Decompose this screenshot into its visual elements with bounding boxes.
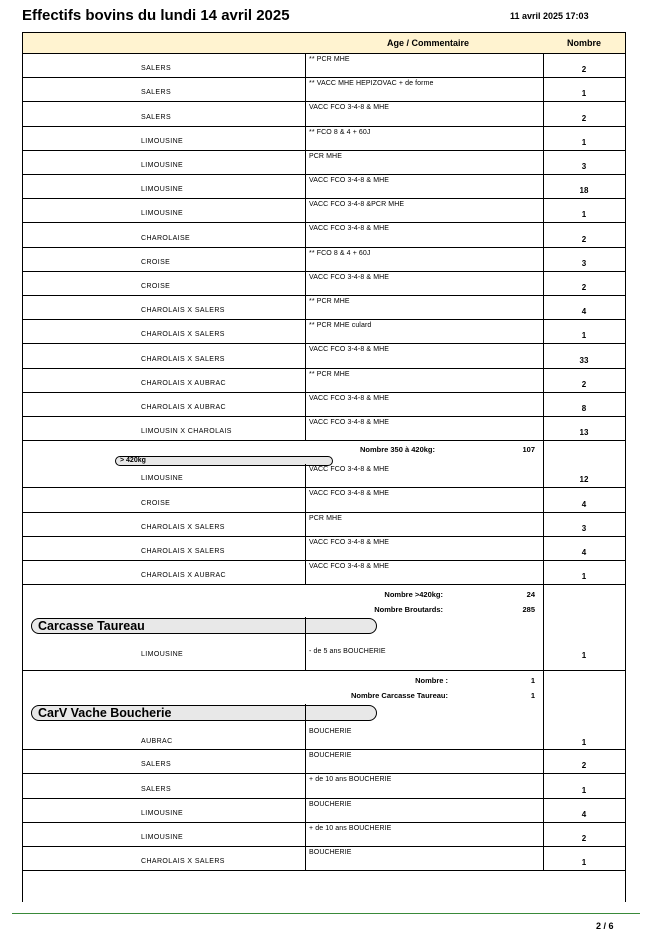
breed-cell: CHAROLAIS X SALERS [141, 858, 225, 866]
table-row [23, 561, 625, 585]
count-cell: 12 [579, 475, 589, 485]
table-row [23, 102, 625, 126]
breed-cell: CROISE [141, 258, 171, 266]
count-cell: 3 [581, 161, 587, 171]
comment-cell: PCR MHE [309, 514, 342, 522]
breed-cell: AUBRAC [141, 738, 173, 746]
column-divider [305, 617, 306, 671]
count-cell: 1 [581, 331, 587, 341]
count-cell: 1 [581, 210, 587, 220]
column-divider [543, 441, 544, 464]
table-row [23, 704, 625, 750]
breed-cell: LIMOUSINE [141, 186, 184, 194]
summary-value: 24 [526, 590, 535, 600]
count-cell: 3 [581, 523, 587, 533]
count-cell: 1 [581, 572, 587, 582]
page-number: 2 / 6 [596, 921, 614, 931]
breed-cell: LIMOUSIN X CHAROLAIS [141, 428, 232, 436]
summary-label: Nombre Broutards: [374, 605, 443, 615]
breed-cell: CHAROLAISE [141, 234, 191, 242]
table-row [23, 393, 625, 417]
page-title: Effectifs bovins du lundi 14 avril 2025 [22, 7, 290, 24]
count-cell: 8 [581, 403, 587, 413]
table-row [23, 513, 625, 537]
column-divider [543, 54, 544, 441]
summary-value: 1 [530, 676, 535, 686]
breed-cell: SALERS [141, 113, 172, 121]
summary-label: Nombre Carcasse Taureau: [351, 691, 448, 701]
summary-value: 1 [530, 691, 535, 701]
breed-cell: CHAROLAIS X AUBRAC [141, 379, 226, 387]
breed-cell: CHAROLAIS X SALERS [141, 355, 225, 363]
count-cell: 2 [581, 379, 587, 389]
count-cell: 1 [581, 89, 587, 99]
comment-cell: VACC FCO 3-4-8 & MHE [309, 394, 390, 402]
count-cell: 1 [581, 858, 587, 868]
comment-cell: BOUCHERIE [309, 728, 352, 736]
breed-cell: SALERS [141, 65, 172, 73]
summary-value: 285 [522, 605, 535, 615]
table-row [23, 248, 625, 272]
table-row [23, 175, 625, 199]
section-vache-boucherie: CarV Vache Boucherie [31, 705, 377, 721]
comment-cell: PCR MHE [309, 152, 342, 160]
table-row [23, 369, 625, 393]
header-count: Nombre [566, 38, 601, 48]
table-row [23, 54, 625, 78]
comment-cell: ** PCR MHE [309, 56, 350, 63]
table-row [23, 199, 625, 223]
print-datetime: 11 avril 2025 17:03 [510, 11, 589, 21]
comment-cell: VACC FCO 3-4-8 &PCR MHE [309, 201, 405, 209]
breed-cell: LIMOUSINE [141, 161, 184, 169]
comment-cell: VACC FCO 3-4-8 & MHE [309, 490, 390, 498]
column-divider [543, 704, 544, 871]
breed-cell: LIMOUSINE [141, 651, 184, 659]
summary-label: Nombre : [415, 676, 448, 686]
table-row [23, 417, 625, 441]
count-cell: 4 [581, 499, 587, 509]
breed-cell: LIMOUSINE [141, 210, 184, 218]
table-row [23, 223, 625, 247]
comment-cell: VACC FCO 3-4-8 & MHE [309, 466, 390, 474]
table-row [23, 847, 625, 871]
table-row [23, 464, 625, 488]
breed-cell: SALERS [141, 785, 172, 793]
comment-cell: BOUCHERIE [309, 849, 352, 856]
comment-cell: BOUCHERIE [309, 800, 352, 808]
column-divider [543, 671, 544, 704]
summary-value: 107 [522, 445, 535, 455]
table-row [23, 151, 625, 175]
section-carcasse-taureau: Carcasse Taureau [31, 618, 377, 634]
count-cell: 1 [581, 785, 587, 795]
count-cell: 18 [579, 186, 589, 196]
table-row [23, 488, 625, 512]
table-row [23, 296, 625, 320]
comment-cell: ** PCR MHE [309, 298, 350, 305]
comment-cell: BOUCHERIE [309, 752, 352, 760]
table-row [23, 272, 625, 296]
comment-cell: VACC FCO 3-4-8 & MHE [309, 419, 390, 426]
count-cell: 4 [581, 809, 587, 819]
comment-cell: ** VACC MHE HEPIZOVAC + de forme [309, 80, 434, 88]
comment-cell: ** PCR MHE culard [309, 322, 372, 330]
summary-label: Nombre >420kg: [384, 590, 443, 600]
table-header [23, 32, 625, 54]
count-cell: 1 [581, 137, 587, 147]
count-cell: 1 [581, 651, 587, 661]
breed-cell: CHAROLAIS X SALERS [141, 523, 225, 531]
header-age-comment: Age / Commentaire [386, 38, 470, 48]
table-row [23, 750, 625, 774]
breed-cell: LIMOUSINE [141, 137, 184, 145]
comment-cell: ** PCR MHE [309, 370, 350, 378]
table-row [23, 823, 625, 847]
count-cell: 2 [581, 282, 587, 292]
comment-cell: ** FCO 8 & 4 + 60J [309, 128, 371, 136]
column-divider [305, 704, 306, 871]
count-cell: 2 [581, 761, 587, 771]
table-row [23, 344, 625, 368]
breed-cell: CHAROLAIS X AUBRAC [141, 572, 226, 580]
comment-cell: VACC FCO 3-4-8 & MHE [309, 104, 390, 112]
column-divider [543, 617, 544, 671]
summary-row [23, 585, 625, 617]
breed-cell: LIMOUSINE [141, 809, 184, 817]
column-divider [305, 464, 306, 585]
count-cell: 4 [581, 307, 587, 317]
table-row [23, 127, 625, 151]
comment-cell: VACC FCO 3-4-8 & MHE [309, 177, 390, 184]
count-cell: 4 [581, 547, 587, 557]
comment-cell: VACC FCO 3-4-8 & MHE [309, 346, 390, 354]
breed-cell: CHAROLAIS X AUBRAC [141, 403, 226, 411]
count-cell: 2 [581, 113, 587, 123]
footer-line [12, 913, 640, 914]
table-row [23, 78, 625, 102]
count-cell: 2 [581, 234, 587, 244]
count-cell: 2 [581, 65, 587, 75]
breed-cell: CHAROLAIS X SALERS [141, 331, 225, 339]
column-divider [543, 464, 544, 585]
count-cell: 3 [581, 258, 587, 268]
breed-cell: CROISE [141, 499, 171, 507]
count-cell: 33 [579, 355, 589, 365]
table-row [23, 320, 625, 344]
comment-cell: VACC FCO 3-4-8 & MHE [309, 563, 390, 570]
comment-cell: - de 5 ans BOUCHERIE [309, 648, 386, 656]
count-cell: 1 [581, 738, 587, 748]
comment-cell: VACC FCO 3-4-8 & MHE [309, 225, 390, 233]
breed-cell: CHAROLAIS X SALERS [141, 307, 225, 315]
breed-cell: CHAROLAIS X SALERS [141, 547, 225, 555]
livestock-table [22, 32, 626, 902]
group-band-420kg: > 420kg [115, 456, 333, 466]
summary-label: Nombre 350 à 420kg: [359, 445, 435, 455]
count-cell: 13 [579, 428, 589, 438]
breed-cell: LIMOUSINE [141, 833, 184, 841]
count-cell: 2 [581, 833, 587, 843]
breed-cell: CROISE [141, 282, 171, 290]
breed-cell: SALERS [141, 89, 172, 97]
breed-cell: LIMOUSINE [141, 475, 184, 483]
table-row [23, 617, 625, 671]
comment-cell: VACC FCO 3-4-8 & MHE [309, 273, 390, 281]
comment-cell: + de 10 ans BOUCHERIE [309, 824, 392, 832]
comment-cell: VACC FCO 3-4-8 & MHE [309, 538, 390, 546]
comment-cell: + de 10 ans BOUCHERIE [309, 776, 392, 784]
column-divider [305, 54, 306, 441]
table-row [23, 537, 625, 561]
table-row [23, 799, 625, 823]
breed-cell: SALERS [141, 761, 172, 769]
table-row [23, 774, 625, 798]
comment-cell: ** FCO 8 & 4 + 60J [309, 249, 371, 257]
